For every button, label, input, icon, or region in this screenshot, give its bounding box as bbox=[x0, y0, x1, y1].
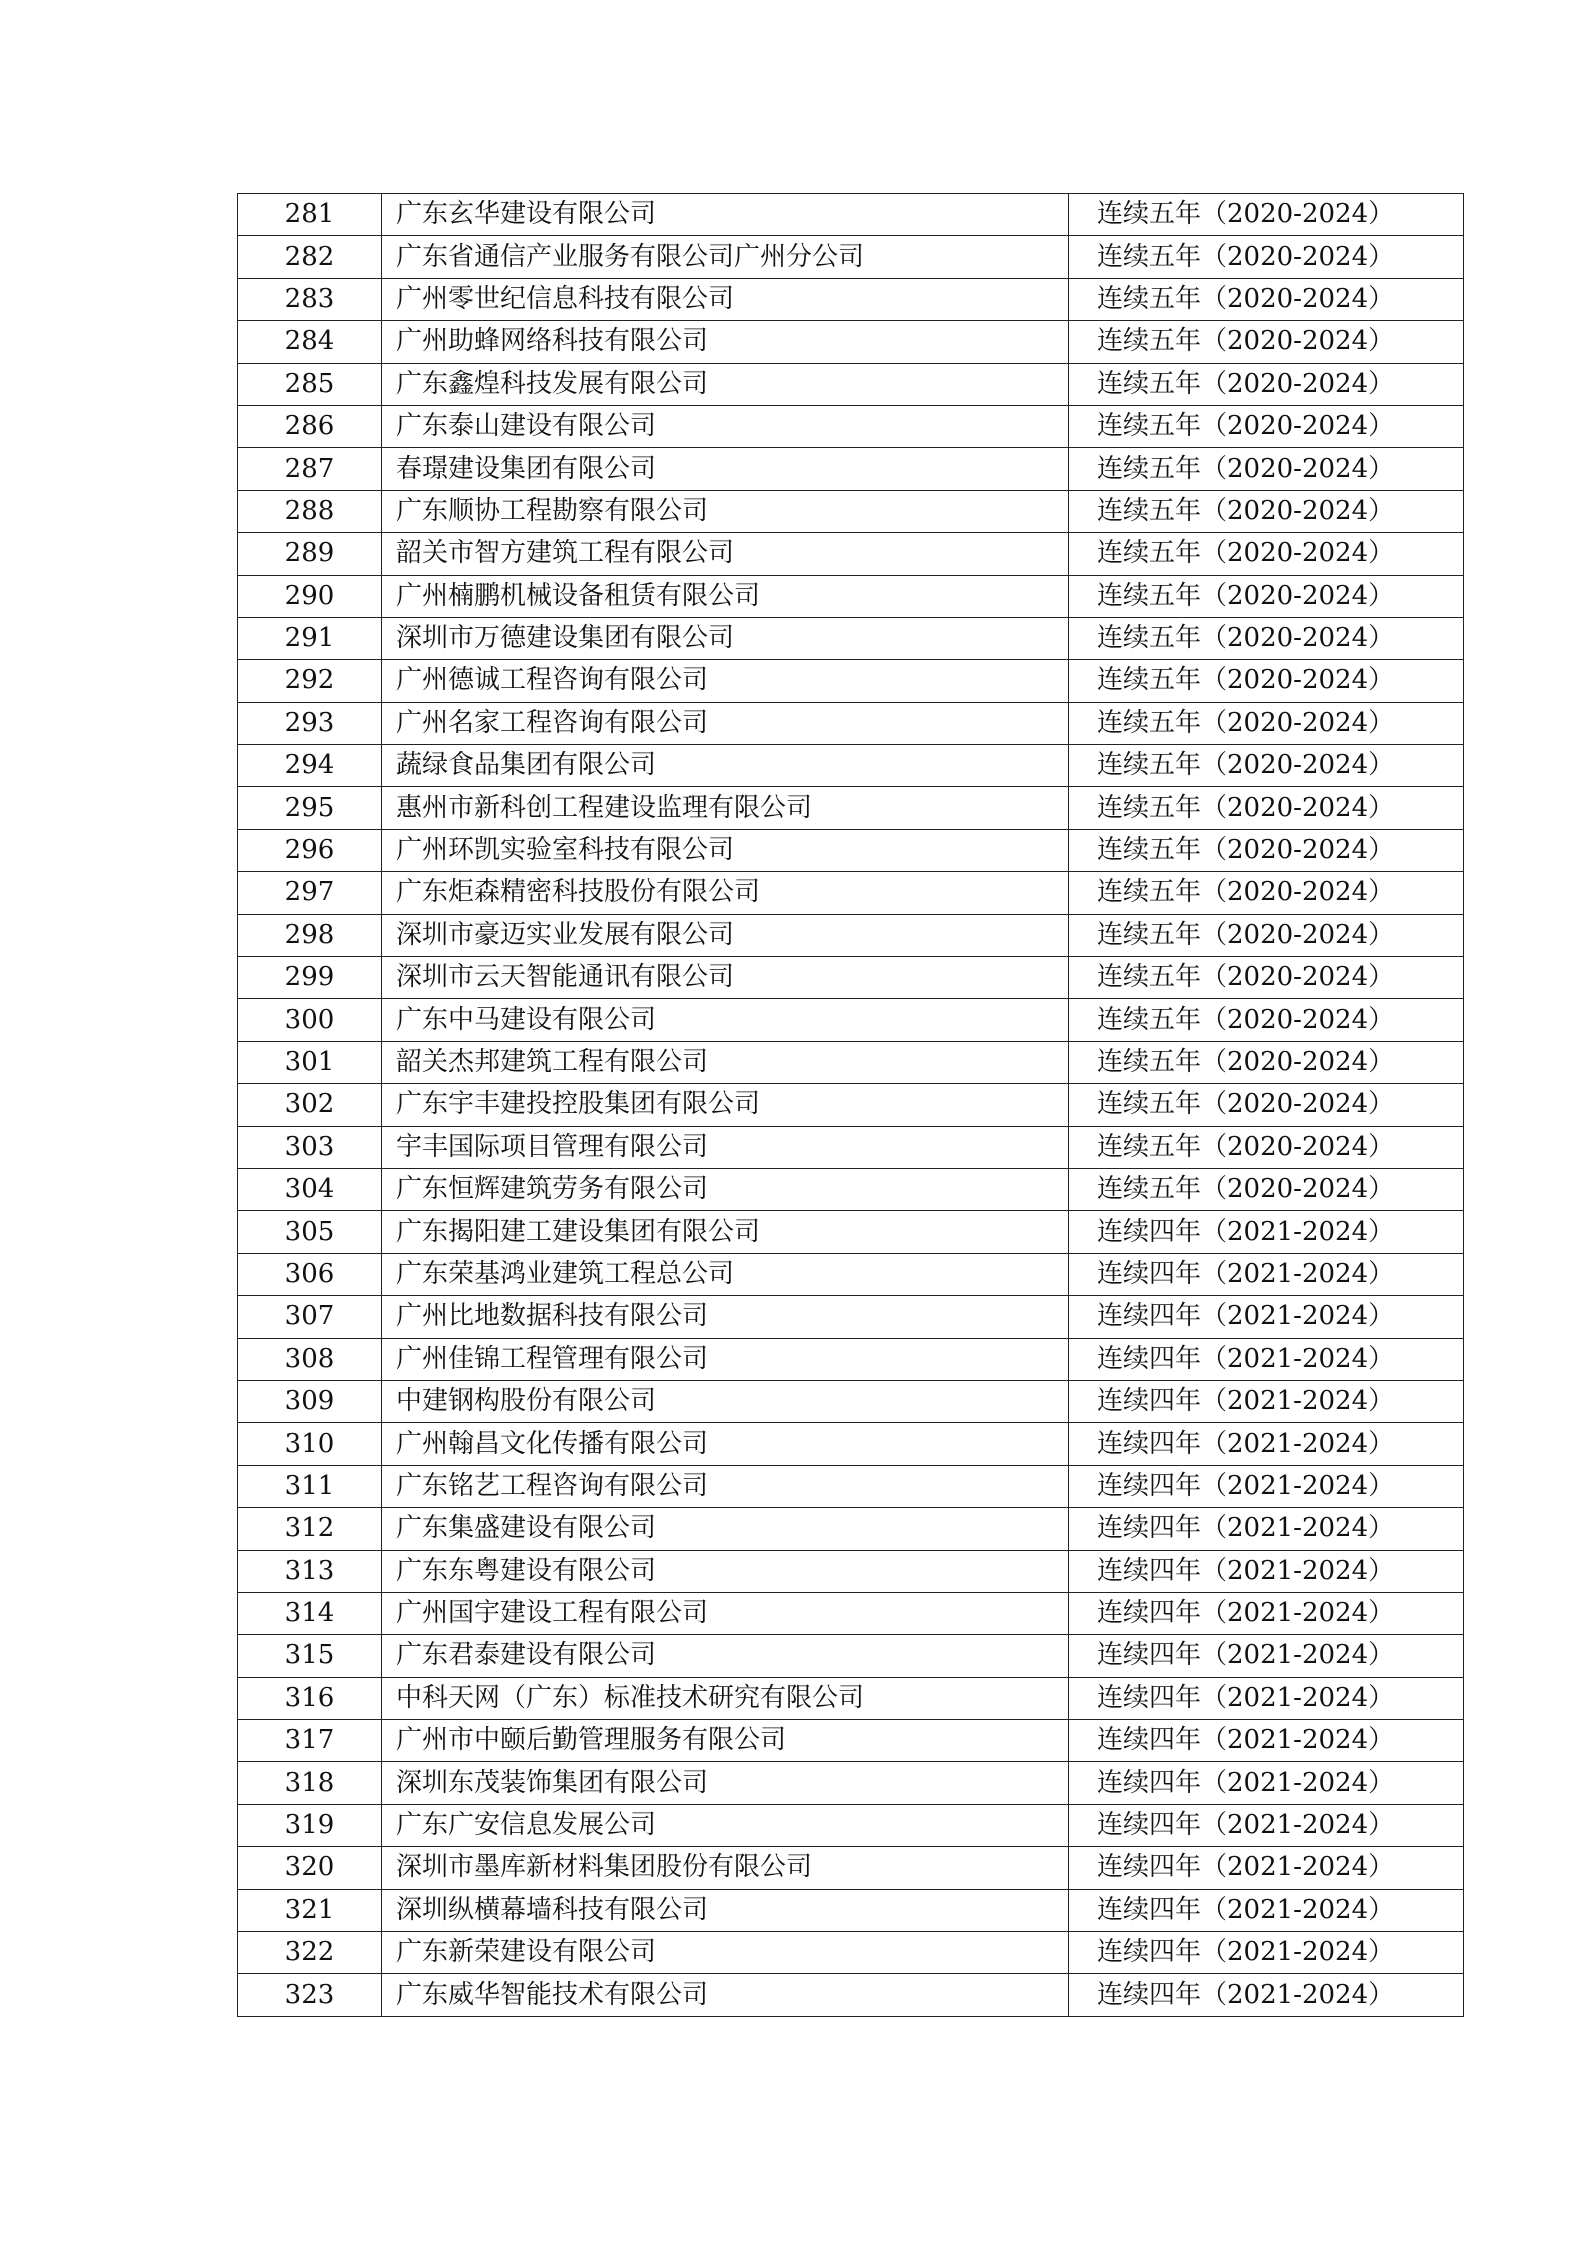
table-row bbox=[238, 660, 1464, 702]
row-number-cell: 311 bbox=[238, 1465, 382, 1507]
row-number-cell: 307 bbox=[238, 1296, 382, 1338]
company-name-cell: 广东集盛建设有限公司 bbox=[382, 1508, 1069, 1550]
table-row bbox=[238, 490, 1464, 532]
row-number-cell: 310 bbox=[238, 1423, 382, 1465]
status-cell: 连续四年（2021-2024） bbox=[1069, 1932, 1464, 1974]
row-number-cell: 282 bbox=[238, 236, 382, 278]
table-row bbox=[238, 914, 1464, 956]
status-cell: 连续五年（2020-2024） bbox=[1069, 405, 1464, 447]
table-row bbox=[238, 533, 1464, 575]
table-row bbox=[238, 617, 1464, 659]
status-cell: 连续五年（2020-2024） bbox=[1069, 702, 1464, 744]
row-number-cell: 295 bbox=[238, 787, 382, 829]
company-name-cell: 深圳市万德建设集团有限公司 bbox=[382, 617, 1069, 659]
row-number-cell: 285 bbox=[238, 363, 382, 405]
status-cell: 连续四年（2021-2024） bbox=[1069, 1762, 1464, 1804]
status-cell: 连续五年（2020-2024） bbox=[1069, 660, 1464, 702]
company-name-cell: 深圳东茂装饰集团有限公司 bbox=[382, 1762, 1069, 1804]
table-row bbox=[238, 1126, 1464, 1168]
row-number-cell: 312 bbox=[238, 1508, 382, 1550]
company-name-cell: 广东省通信产业服务有限公司广州分公司 bbox=[382, 236, 1069, 278]
company-name-cell: 广东鑫煌科技发展有限公司 bbox=[382, 363, 1069, 405]
status-cell: 连续五年（2020-2024） bbox=[1069, 957, 1464, 999]
table-row bbox=[238, 1296, 1464, 1338]
status-cell: 连续四年（2021-2024） bbox=[1069, 1889, 1464, 1931]
row-number-cell: 309 bbox=[238, 1380, 382, 1422]
company-name-cell: 中科天网（广东）标准技术研究有限公司 bbox=[382, 1677, 1069, 1719]
table-row bbox=[238, 1932, 1464, 1974]
row-number-cell: 287 bbox=[238, 448, 382, 490]
company-name-cell: 广东玄华建设有限公司 bbox=[382, 194, 1069, 236]
status-cell: 连续五年（2020-2024） bbox=[1069, 533, 1464, 575]
company-name-cell: 广东宇丰建投控股集团有限公司 bbox=[382, 1084, 1069, 1126]
company-name-cell: 韶关杰邦建筑工程有限公司 bbox=[382, 1041, 1069, 1083]
company-name-cell: 广东恒辉建筑劳务有限公司 bbox=[382, 1168, 1069, 1210]
status-cell: 连续五年（2020-2024） bbox=[1069, 321, 1464, 363]
row-number-cell: 318 bbox=[238, 1762, 382, 1804]
table-row bbox=[238, 1508, 1464, 1550]
table-row bbox=[238, 957, 1464, 999]
status-cell: 连续四年（2021-2024） bbox=[1069, 1423, 1464, 1465]
table-row bbox=[238, 1211, 1464, 1253]
table-row bbox=[238, 1720, 1464, 1762]
row-number-cell: 291 bbox=[238, 617, 382, 659]
row-number-cell: 302 bbox=[238, 1084, 382, 1126]
table-row bbox=[238, 1804, 1464, 1846]
company-name-cell: 广州环凯实验室科技有限公司 bbox=[382, 829, 1069, 871]
status-cell: 连续四年（2021-2024） bbox=[1069, 1635, 1464, 1677]
company-name-cell: 广州比地数据科技有限公司 bbox=[382, 1296, 1069, 1338]
company-name-cell: 广东中马建设有限公司 bbox=[382, 999, 1069, 1041]
status-cell: 连续五年（2020-2024） bbox=[1069, 999, 1464, 1041]
status-cell: 连续四年（2021-2024） bbox=[1069, 1592, 1464, 1634]
status-cell: 连续四年（2021-2024） bbox=[1069, 1847, 1464, 1889]
company-name-cell: 广东炬森精密科技股份有限公司 bbox=[382, 872, 1069, 914]
company-name-cell: 深圳市豪迈实业发展有限公司 bbox=[382, 914, 1069, 956]
table-row bbox=[238, 1084, 1464, 1126]
status-cell: 连续五年（2020-2024） bbox=[1069, 575, 1464, 617]
company-name-cell: 深圳纵横幕墙科技有限公司 bbox=[382, 1889, 1069, 1931]
row-number-cell: 299 bbox=[238, 957, 382, 999]
table-row bbox=[238, 575, 1464, 617]
company-list-table bbox=[237, 193, 1464, 2017]
table-row bbox=[238, 829, 1464, 871]
table-row bbox=[238, 1889, 1464, 1931]
row-number-cell: 317 bbox=[238, 1720, 382, 1762]
row-number-cell: 308 bbox=[238, 1338, 382, 1380]
row-number-cell: 300 bbox=[238, 999, 382, 1041]
row-number-cell: 283 bbox=[238, 278, 382, 320]
company-name-cell: 深圳市墨库新材料集团股份有限公司 bbox=[382, 1847, 1069, 1889]
row-number-cell: 313 bbox=[238, 1550, 382, 1592]
company-name-cell: 广州翰昌文化传播有限公司 bbox=[382, 1423, 1069, 1465]
table-row bbox=[238, 321, 1464, 363]
table-row bbox=[238, 1423, 1464, 1465]
status-cell: 连续五年（2020-2024） bbox=[1069, 1041, 1464, 1083]
status-cell: 连续五年（2020-2024） bbox=[1069, 1084, 1464, 1126]
status-cell: 连续四年（2021-2024） bbox=[1069, 1211, 1464, 1253]
status-cell: 连续四年（2021-2024） bbox=[1069, 1465, 1464, 1507]
company-name-cell: 广州零世纪信息科技有限公司 bbox=[382, 278, 1069, 320]
company-name-cell: 广州国宇建设工程有限公司 bbox=[382, 1592, 1069, 1634]
status-cell: 连续四年（2021-2024） bbox=[1069, 1338, 1464, 1380]
status-cell: 连续五年（2020-2024） bbox=[1069, 236, 1464, 278]
table-row bbox=[238, 702, 1464, 744]
row-number-cell: 296 bbox=[238, 829, 382, 871]
table-row bbox=[238, 1338, 1464, 1380]
status-cell: 连续五年（2020-2024） bbox=[1069, 1168, 1464, 1210]
table-row bbox=[238, 1592, 1464, 1634]
company-name-cell: 中建钢构股份有限公司 bbox=[382, 1380, 1069, 1422]
row-number-cell: 319 bbox=[238, 1804, 382, 1846]
status-cell: 连续五年（2020-2024） bbox=[1069, 1126, 1464, 1168]
status-cell: 连续五年（2020-2024） bbox=[1069, 787, 1464, 829]
company-name-cell: 广东顺协工程勘察有限公司 bbox=[382, 490, 1069, 532]
row-number-cell: 322 bbox=[238, 1932, 382, 1974]
table-row bbox=[238, 787, 1464, 829]
table-row bbox=[238, 1762, 1464, 1804]
row-number-cell: 321 bbox=[238, 1889, 382, 1931]
status-cell: 连续四年（2021-2024） bbox=[1069, 1508, 1464, 1550]
company-name-cell: 广州德诚工程咨询有限公司 bbox=[382, 660, 1069, 702]
row-number-cell: 288 bbox=[238, 490, 382, 532]
company-name-cell: 广东广安信息发展公司 bbox=[382, 1804, 1069, 1846]
status-cell: 连续五年（2020-2024） bbox=[1069, 194, 1464, 236]
table-row bbox=[238, 1253, 1464, 1295]
table-row bbox=[238, 448, 1464, 490]
status-cell: 连续五年（2020-2024） bbox=[1069, 872, 1464, 914]
row-number-cell: 320 bbox=[238, 1847, 382, 1889]
row-number-cell: 323 bbox=[238, 1974, 382, 2016]
status-cell: 连续四年（2021-2024） bbox=[1069, 1253, 1464, 1295]
row-number-cell: 286 bbox=[238, 405, 382, 447]
row-number-cell: 281 bbox=[238, 194, 382, 236]
company-name-cell: 广东荣基鸿业建筑工程总公司 bbox=[382, 1253, 1069, 1295]
table-row bbox=[238, 1465, 1464, 1507]
table-row bbox=[238, 236, 1464, 278]
row-number-cell: 304 bbox=[238, 1168, 382, 1210]
status-cell: 连续五年（2020-2024） bbox=[1069, 914, 1464, 956]
status-cell: 连续四年（2021-2024） bbox=[1069, 1380, 1464, 1422]
company-name-cell: 广东君泰建设有限公司 bbox=[382, 1635, 1069, 1677]
status-cell: 连续四年（2021-2024） bbox=[1069, 1550, 1464, 1592]
status-cell: 连续四年（2021-2024） bbox=[1069, 1296, 1464, 1338]
status-cell: 连续五年（2020-2024） bbox=[1069, 490, 1464, 532]
company-name-cell: 广东新荣建设有限公司 bbox=[382, 1932, 1069, 1974]
table-row bbox=[238, 363, 1464, 405]
table-row bbox=[238, 1974, 1464, 2016]
company-name-cell: 韶关市智方建筑工程有限公司 bbox=[382, 533, 1069, 575]
row-number-cell: 297 bbox=[238, 872, 382, 914]
company-name-cell: 广州楠鹏机械设备租赁有限公司 bbox=[382, 575, 1069, 617]
company-name-cell: 深圳市云天智能通讯有限公司 bbox=[382, 957, 1069, 999]
company-name-cell: 广州佳锦工程管理有限公司 bbox=[382, 1338, 1069, 1380]
table-row bbox=[238, 1380, 1464, 1422]
table-row bbox=[238, 1677, 1464, 1719]
status-cell: 连续四年（2021-2024） bbox=[1069, 1677, 1464, 1719]
row-number-cell: 315 bbox=[238, 1635, 382, 1677]
status-cell: 连续四年（2021-2024） bbox=[1069, 1804, 1464, 1846]
company-name-cell: 广东东粤建设有限公司 bbox=[382, 1550, 1069, 1592]
status-cell: 连续四年（2021-2024） bbox=[1069, 1974, 1464, 2016]
status-cell: 连续五年（2020-2024） bbox=[1069, 829, 1464, 871]
row-number-cell: 305 bbox=[238, 1211, 382, 1253]
company-name-cell: 宇丰国际项目管理有限公司 bbox=[382, 1126, 1069, 1168]
row-number-cell: 293 bbox=[238, 702, 382, 744]
status-cell: 连续四年（2021-2024） bbox=[1069, 1720, 1464, 1762]
row-number-cell: 303 bbox=[238, 1126, 382, 1168]
row-number-cell: 314 bbox=[238, 1592, 382, 1634]
table-row bbox=[238, 194, 1464, 236]
status-cell: 连续五年（2020-2024） bbox=[1069, 363, 1464, 405]
row-number-cell: 292 bbox=[238, 660, 382, 702]
row-number-cell: 289 bbox=[238, 533, 382, 575]
table-row bbox=[238, 1635, 1464, 1677]
table-row bbox=[238, 405, 1464, 447]
table-row bbox=[238, 278, 1464, 320]
company-name-cell: 广东铭艺工程咨询有限公司 bbox=[382, 1465, 1069, 1507]
company-name-cell: 广州名家工程咨询有限公司 bbox=[382, 702, 1069, 744]
table-body bbox=[238, 194, 1464, 2017]
company-name-cell: 春璟建设集团有限公司 bbox=[382, 448, 1069, 490]
table-row bbox=[238, 1041, 1464, 1083]
company-name-cell: 蔬绿食品集团有限公司 bbox=[382, 745, 1069, 787]
row-number-cell: 284 bbox=[238, 321, 382, 363]
status-cell: 连续五年（2020-2024） bbox=[1069, 278, 1464, 320]
company-name-cell: 广州助蜂网络科技有限公司 bbox=[382, 321, 1069, 363]
row-number-cell: 298 bbox=[238, 914, 382, 956]
row-number-cell: 294 bbox=[238, 745, 382, 787]
table-row bbox=[238, 872, 1464, 914]
row-number-cell: 316 bbox=[238, 1677, 382, 1719]
row-number-cell: 306 bbox=[238, 1253, 382, 1295]
company-name-cell: 广东威华智能技术有限公司 bbox=[382, 1974, 1069, 2016]
row-number-cell: 301 bbox=[238, 1041, 382, 1083]
company-name-cell: 广州市中颐后勤管理服务有限公司 bbox=[382, 1720, 1069, 1762]
row-number-cell: 290 bbox=[238, 575, 382, 617]
company-name-cell: 广东泰山建设有限公司 bbox=[382, 405, 1069, 447]
company-name-cell: 广东揭阳建工建设集团有限公司 bbox=[382, 1211, 1069, 1253]
status-cell: 连续五年（2020-2024） bbox=[1069, 745, 1464, 787]
table-row bbox=[238, 1847, 1464, 1889]
table-row bbox=[238, 999, 1464, 1041]
table-row bbox=[238, 1168, 1464, 1210]
company-name-cell: 惠州市新科创工程建设监理有限公司 bbox=[382, 787, 1069, 829]
status-cell: 连续五年（2020-2024） bbox=[1069, 617, 1464, 659]
status-cell: 连续五年（2020-2024） bbox=[1069, 448, 1464, 490]
table-row bbox=[238, 745, 1464, 787]
table-row bbox=[238, 1550, 1464, 1592]
